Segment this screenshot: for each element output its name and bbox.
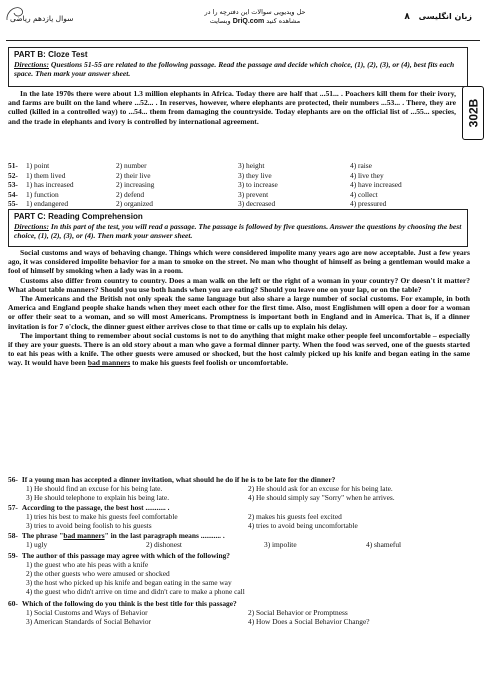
option-3[interactable]: 3) they live — [238, 170, 272, 180]
option-2[interactable]: 2) number — [116, 161, 147, 170]
option-row — [26, 512, 470, 521]
cloze-passage — [8, 89, 456, 126]
option-1[interactable]: 1) ugly — [26, 540, 48, 549]
option-4[interactable]: 4) live they — [350, 170, 384, 180]
part-c-title: PART C: Reading Comprehension — [14, 212, 143, 221]
website-link[interactable]: DriQ.com — [232, 18, 265, 25]
reading-paragraph-4 — [8, 331, 470, 368]
option-2[interactable]: 2) dishonest — [146, 540, 182, 549]
option-3[interactable]: 3) to increase — [238, 180, 278, 189]
question-59 — [8, 551, 470, 596]
page-number: ۸ — [404, 12, 410, 22]
option-2[interactable]: 2) the other guests who were amused or shocked — [26, 569, 170, 578]
question-number: 55- — [8, 199, 18, 208]
reading-paragraph-4-end: to make his guests feel foolish or uncomfortable. — [130, 358, 289, 368]
option-2[interactable]: 2) increasing — [116, 180, 155, 189]
option-4[interactable]: 4) the guest who didn't arrive on time and didn't care to make a phone call — [26, 587, 245, 596]
question-stem — [8, 503, 470, 512]
option-3[interactable]: 3) height — [238, 161, 265, 170]
part-c-directions-box — [8, 209, 468, 247]
option-3[interactable]: 3) American Standards of Social Behavior — [26, 617, 151, 626]
reading-paragraph-1: Social customs and ways of behaving change. Things which were considered impolite many years ago are now acceptable. Just a few years ago, it was considered impolite behavior for a man to smoke on the street. No man who thought of himself as being a gentleman would make a fool of himself by smoking when a lady was in a room. — [8, 248, 470, 276]
header-divider — [6, 40, 480, 41]
option-4[interactable]: 4) have increased — [350, 180, 402, 189]
question-58 — [8, 531, 470, 549]
option-2[interactable]: 2) He should ask for an excuse for his being late. — [248, 484, 393, 493]
option-row — [26, 608, 470, 617]
option-1[interactable]: 1) the guest who ate his peas with a knife — [26, 560, 149, 569]
option-4[interactable]: 4) shameful — [366, 540, 402, 549]
option-1[interactable]: 1) Social Customs and Ways of Behavior — [26, 608, 148, 617]
question-number: 58- — [8, 531, 18, 540]
part-b-directions-text: Questions 51-55 are related to the following passage. Read the passage and decide which choice, (1), (2), (3), or (4), best fits each space. Then mark your answer sheet. — [14, 59, 455, 78]
option-4[interactable]: 4) tries to avoid being uncomfortable — [248, 521, 358, 530]
option-row — [26, 617, 470, 626]
reading-paragraph-4-text: The important thing to remember about social customs is not to do anything that might make other people feel uncomfortable – especially if they are your guests. There is an old story about a man who gave a formal dinner party. When the food was served, one of the guests started to eat his peas with a knife. The other guests were amused or shocked, but the host calmly picked up his knife and began eating in the same way. It would have been — [8, 330, 470, 368]
question-stem — [8, 475, 470, 484]
option-4[interactable]: 4) How Does a Social Behavior Change? — [248, 617, 370, 626]
option-row — [26, 493, 470, 502]
part-b-directions-label: Directions: — [14, 59, 50, 69]
option-1[interactable]: 1) tries his best to make his guests feel comfortable — [26, 512, 178, 521]
video-note-line2 — [195, 17, 315, 26]
question-text: The phrase " — [21, 531, 64, 540]
question-stem — [8, 551, 470, 560]
booklet-code-text: 302B — [466, 98, 480, 128]
option-1[interactable]: 1) has increased — [26, 180, 74, 189]
page-header — [0, 0, 486, 44]
question-60 — [8, 599, 470, 626]
option-2[interactable]: 2) Social Behavior or Promptness — [248, 608, 348, 617]
question-number: 51- — [8, 161, 18, 170]
cloze-option-row — [8, 171, 458, 180]
option-2[interactable]: 2) organized — [116, 199, 154, 208]
option-4[interactable]: 4) He should simply say "Sorry" when he arrives. — [248, 493, 395, 502]
video-note-line3: مشاهده کنید — [266, 17, 301, 25]
booklet-code-badge — [462, 86, 484, 140]
option-3[interactable]: 3) decreased — [238, 199, 276, 208]
part-c-directions-label: Directions: — [14, 221, 50, 231]
option-4[interactable]: 4) pressured — [350, 199, 387, 208]
option-row — [26, 521, 470, 530]
reading-passage — [8, 248, 470, 368]
option-1[interactable]: 1) He should find an excuse for his being late. — [26, 484, 163, 493]
video-note-site-word: وبسایت — [209, 17, 231, 25]
option-2[interactable]: 2) defend — [116, 189, 145, 199]
cloze-option-row — [8, 199, 458, 208]
question-number: 60- — [8, 599, 18, 608]
cloze-option-row — [8, 180, 458, 189]
question-text: If a young man has accepted a dinner invitation, what should he do if he is to be late for the dinner? — [21, 475, 336, 484]
cloze-option-row — [8, 161, 458, 170]
part-c-directions — [14, 222, 462, 241]
option-row — [26, 540, 470, 549]
cloze-paragraph: In the late 1970s there were about 1.3 million elephants in Africa. Today there are half that ...51... . Poachers kill them for their ivory, and farms are built on the land where ...52... . In reserves, however, where elephants are protected, their numbers ...53... . There, they are culled (killed in a controlled way) to ...54... them from damaging the countryside. Today elephants are on the official list of ...55... species, and the trade in elephants and ivory is controlled by international agreement. — [8, 89, 456, 126]
question-text: According to the passage, the best host ........... . — [21, 503, 170, 512]
question-number: 52- — [8, 170, 18, 180]
question-number: 57- — [8, 503, 18, 512]
option-3[interactable]: 3) tries to avoid being foolish to his guests — [26, 521, 152, 530]
part-c-directions-text: In this part of the test, you will read a passage. The passage is followed by five questions. Answer the questions by choosing the best choice, (1), (2), (3), or (4). Then mark your answer sheet. — [14, 221, 462, 240]
question-underlined-phrase: bad manners — [63, 531, 105, 540]
question-number: 56- — [8, 475, 18, 484]
reading-paragraph-3: The Americans and the British not only speak the same language but also share a large number of social customs. For example, in both America and England people shake hands when they meet each other for the first time. Also, most Englishmen will open a door for a woman or offer their seat to a woman, and so will most Americans. Promptness is important both in England and in America. That is, if a dinner invitation is for 7 o'clock, the dinner guest either arrives close to that time or calls up to explain his delay. — [8, 294, 470, 331]
video-solution-note — [195, 8, 315, 26]
option-4[interactable]: 4) raise — [350, 161, 372, 170]
question-number: 53- — [8, 180, 18, 189]
question-text-end: " in the last paragraph means ........... . — [104, 531, 225, 540]
reading-paragraph-2: Customs also differ from country to country. Does a man walk on the left or the right of a woman in your country? Or doesn't it matter? What about table manners? Should you use both hands when you are eating? Should you leave one on your lap, or on the table? — [8, 275, 470, 294]
option-2[interactable]: 2) makes his guests feel excited — [248, 512, 342, 521]
cloze-option-row — [8, 190, 458, 199]
video-note-line1: حل ویدیویی سوالات این دفترچه را در — [204, 8, 306, 16]
question-text: Which of the following do you think is the best title for this passage? — [21, 599, 237, 608]
subject-text: زبان انگلیسی — [418, 12, 472, 21]
option-3[interactable]: 3) the host who picked up his knife and began eating in the same way — [26, 578, 232, 587]
exam-level-label: سوال یازدهم ریاضی — [10, 14, 74, 23]
part-b-title: PART B: Cloze Test — [14, 50, 88, 59]
option-3[interactable]: 3) He should telephone to explain his being late. — [26, 493, 170, 502]
part-b-directions-box — [8, 47, 468, 87]
option-1[interactable]: 1) endangered — [26, 199, 69, 208]
question-stem — [8, 599, 470, 608]
question-56 — [8, 475, 470, 502]
subject-title — [404, 12, 472, 22]
question-number: 54- — [8, 189, 18, 199]
question-text: The author of this passage may agree with which of the following? — [21, 551, 230, 560]
underlined-phrase: bad manners — [87, 358, 131, 368]
option-2[interactable]: 2) their live — [116, 170, 151, 180]
part-b-directions — [14, 60, 462, 79]
option-1[interactable]: 1) them lived — [26, 170, 66, 180]
question-number: 59- — [8, 551, 18, 560]
option-3[interactable]: 3) prevent — [238, 189, 269, 199]
question-stem — [8, 531, 470, 540]
option-4[interactable]: 4) collect — [350, 189, 378, 199]
option-3[interactable]: 3) impolite — [264, 540, 297, 549]
option-1[interactable]: 1) point — [26, 161, 50, 170]
option-1[interactable]: 1) function — [26, 189, 59, 199]
option-row — [26, 484, 470, 493]
question-57 — [8, 503, 470, 530]
